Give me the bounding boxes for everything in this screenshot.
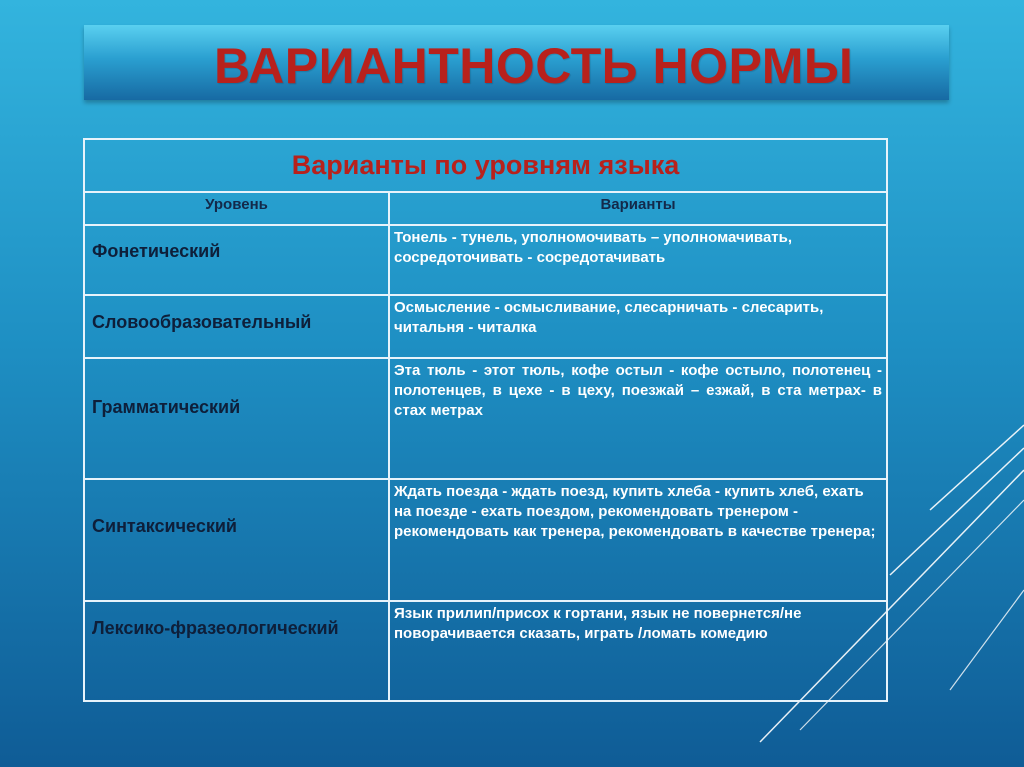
variants-cell: Ждать поезда - ждать поезд, купить хлеба - купить хлеб, ехать на поезде - ехать поездом, рекомендовать тренером - рекомендовать как тренера, рекомендовать в качестве тренера;	[389, 479, 887, 601]
header-variants: Варианты	[389, 192, 887, 225]
variants-cell: Язык прилип/присох к гортани, язык не повернется/не поворачивается сказать, играть /ломать комедию	[389, 601, 887, 701]
header-level: Уровень	[84, 192, 389, 225]
table-caption: Варианты по уровням языка	[84, 139, 887, 192]
level-cell: Грамматический	[84, 358, 389, 479]
variants-cell: Эта тюль - этот тюль, кофе остыл - кофе остыло, полотенец - полотенцев, в цехе - в цеху, поезжай – езжай, в ста метрах- в стах метрах	[389, 358, 887, 479]
variants-cell: Тонель - тунель, уполномочивать – уполномачивать, сосредоточивать - сосредотачивать	[389, 225, 887, 295]
level-cell: Лексико-фразеологический	[84, 601, 389, 701]
variants-cell: Осмысление - осмысливание, слесарничать - слесарить, читальня - читалка	[389, 295, 887, 358]
table-row	[84, 295, 887, 358]
level-cell: Синтаксический	[84, 479, 389, 601]
table-row	[84, 358, 887, 479]
level-cell: Фонетический	[84, 225, 389, 295]
table-row	[84, 479, 887, 601]
slide-title: ВАРИАНТНОСТЬ НОРМЫ	[214, 38, 854, 94]
variants-table	[83, 138, 888, 702]
table-row	[84, 225, 887, 295]
level-cell: Словообразовательный	[84, 295, 389, 358]
table-row	[84, 601, 887, 701]
